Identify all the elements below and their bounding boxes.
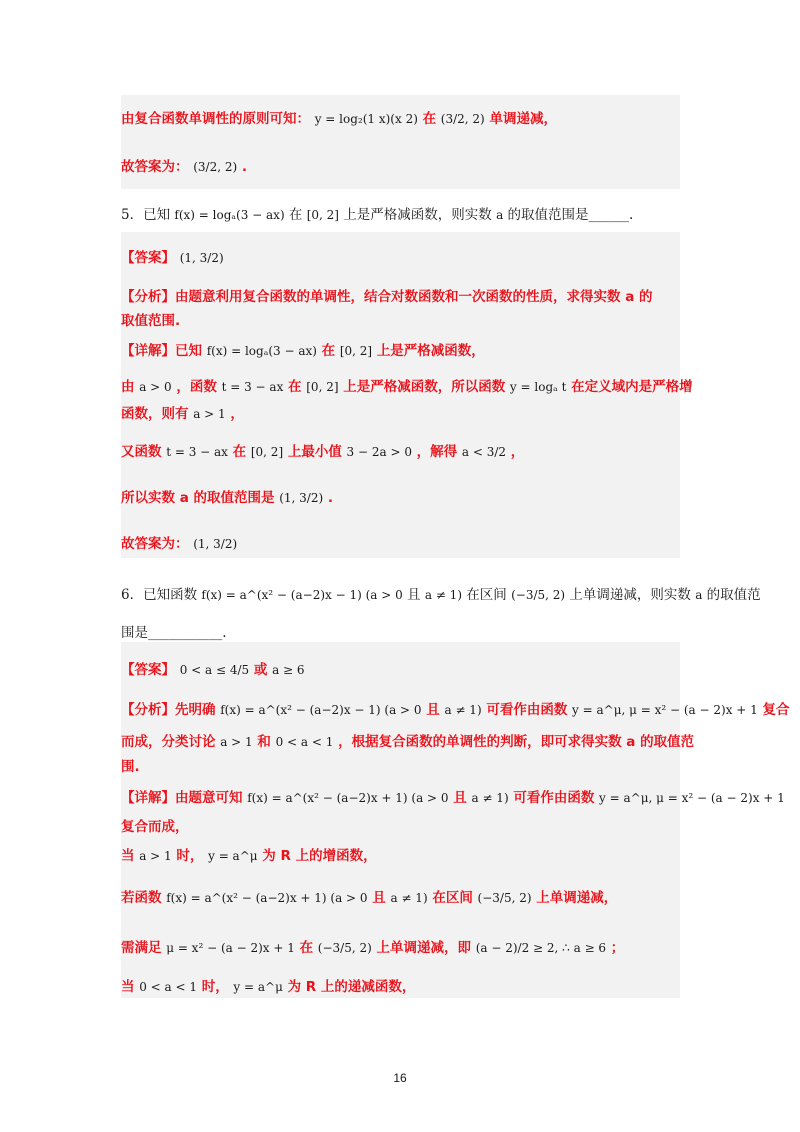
detail-line xyxy=(121,339,485,359)
math: [0, 2] xyxy=(306,208,339,222)
text: . xyxy=(241,159,247,175)
detail-line xyxy=(121,936,624,956)
text: 为 R 上的递减函数， xyxy=(287,979,416,995)
text: 上是严格减函数， xyxy=(376,343,485,359)
math: a ≠ 1) xyxy=(424,588,462,602)
math: y = logₐ t xyxy=(509,380,567,394)
math: (−3/5, 2) xyxy=(477,891,532,905)
math: 0 < a ≤ 4/5 xyxy=(179,663,250,677)
text: 【详解】由题意可知 xyxy=(121,790,243,806)
text: ，函数 xyxy=(176,379,217,395)
text: 和 xyxy=(257,734,271,750)
text: 【分析】先明确 xyxy=(121,702,216,718)
text: 为 R 上的增函数， xyxy=(262,848,377,864)
text: 在 xyxy=(288,379,302,395)
text: 可看作由函数 xyxy=(486,702,568,718)
solution-line xyxy=(121,155,247,175)
math: y = log₂(1 x)(x 2) xyxy=(314,112,418,126)
math: [0, 2] xyxy=(306,380,339,394)
math: (3/2, 2) xyxy=(440,112,485,126)
analysis-line xyxy=(121,285,653,305)
text: 上单调递减， xyxy=(536,890,618,906)
page-number: 16 xyxy=(393,1071,407,1085)
math: (3/2, 2) xyxy=(193,160,238,174)
math: (−3/5, 2) xyxy=(511,588,566,602)
detail-line xyxy=(121,375,693,395)
text: 在 xyxy=(422,111,437,127)
text: 在 xyxy=(299,940,314,956)
text: 可看作由函数 xyxy=(513,790,595,806)
text: 需满足 xyxy=(121,940,162,956)
math: 0 < a < 1 xyxy=(139,980,197,994)
solution-block-3 xyxy=(121,642,790,998)
text: 上是严格减函数，所以函数 xyxy=(343,379,506,395)
text: 单调递减， xyxy=(489,111,557,127)
analysis-line xyxy=(121,698,790,718)
text: ， xyxy=(510,444,525,460)
detail-line xyxy=(121,402,244,422)
text: 【详解】已知 xyxy=(121,343,202,359)
text: 复合 xyxy=(762,702,790,718)
text: 在区间 xyxy=(432,890,473,906)
detail-line xyxy=(121,886,617,906)
text: 围是___________. xyxy=(121,625,227,641)
analysis-line xyxy=(121,755,140,775)
math: a ≥ 6 xyxy=(272,663,305,677)
math: (1, 3/2) xyxy=(179,251,224,265)
text: . xyxy=(327,490,334,506)
text: 由 xyxy=(121,379,135,395)
question-6-line xyxy=(121,583,761,603)
math: (1, 3/2) xyxy=(193,537,238,551)
text: 而成，分类讨论 xyxy=(121,734,216,750)
text: ，解得 xyxy=(416,444,458,460)
text: ， xyxy=(230,406,244,422)
math: f(x) = a^(x² − (a−2)x − 1) (a > 0 xyxy=(220,703,422,717)
math: a xyxy=(695,588,703,602)
math: 0 < a < 1 xyxy=(275,735,334,749)
math: t = 3 − ax xyxy=(166,445,228,459)
math: (−3/5, 2) xyxy=(317,941,372,955)
math: a > 1 xyxy=(139,849,172,863)
text: 上是严格减函数，则实数 xyxy=(343,207,492,223)
text: 故答案为： xyxy=(121,159,189,175)
math: a > 0 xyxy=(139,380,172,394)
math: a xyxy=(496,208,504,222)
text: 的取值范围是______. xyxy=(507,207,634,223)
text: 时， xyxy=(176,848,204,864)
text: 当 xyxy=(121,848,135,864)
math: a > 1 xyxy=(193,407,226,421)
math: y = a^μ, μ = x² − (a − 2)x + 1 xyxy=(572,703,758,717)
text: 且 xyxy=(453,790,467,806)
text: 取值范围. xyxy=(121,313,181,329)
math: a ≠ 1) xyxy=(471,791,509,805)
text: 【答案】 xyxy=(121,662,175,678)
text: 在 xyxy=(232,444,247,460)
math: f(x) = logₐ(3 − ax) xyxy=(206,344,317,358)
math: f(x) = logₐ(3 − ax) xyxy=(174,208,285,222)
text: 且 xyxy=(372,890,386,906)
detail-line xyxy=(121,975,415,995)
math: t = 3 − ax xyxy=(221,380,284,394)
text: 围. xyxy=(121,759,140,775)
math: y = a^μ xyxy=(233,980,283,994)
math: μ = x² − (a − 2)x + 1 xyxy=(166,941,295,955)
answer-line xyxy=(121,246,224,266)
analysis-line xyxy=(121,309,180,329)
math: f(x) = a^(x² − (a−2)x + 1) (a > 0 xyxy=(166,891,368,905)
text: 6．已知函数 xyxy=(121,587,198,603)
answer-line xyxy=(121,658,305,678)
text: 5．已知 xyxy=(121,207,171,223)
math: [0, 2] xyxy=(339,344,373,358)
math: (1, 3/2) xyxy=(279,491,324,505)
text: 故答案为： xyxy=(121,536,189,552)
question-5 xyxy=(121,203,633,223)
question-6-line xyxy=(121,621,227,641)
text: 时， xyxy=(201,979,229,995)
text: 在 xyxy=(288,207,303,223)
detail-line xyxy=(121,786,785,806)
text: 在区间 xyxy=(466,587,507,603)
text: ，根据复合函数的单调性的判断，即可求得实数 a 的取值范 xyxy=(338,734,695,750)
text: 上最小值 xyxy=(287,444,342,460)
math: a < 3/2 xyxy=(461,445,507,459)
text: 在定义域内是严格增 xyxy=(571,379,693,395)
detail-line xyxy=(121,440,524,460)
math: y = a^μ xyxy=(208,849,258,863)
text: 函数，则有 xyxy=(121,406,189,422)
math: y = a^μ, μ = x² − (a − 2)x + 1 xyxy=(599,791,785,805)
text: 且 xyxy=(426,702,440,718)
text: 若函数 xyxy=(121,890,162,906)
analysis-line xyxy=(121,730,694,750)
solution-block-2 xyxy=(121,232,693,558)
math: f(x) = a^(x² − (a−2)x + 1) (a > 0 xyxy=(247,791,449,805)
detail-line xyxy=(121,815,189,835)
math: a ≠ 1) xyxy=(444,703,482,717)
detail-line xyxy=(121,486,333,506)
text: 上单调递减，即 xyxy=(376,940,471,956)
text: 又函数 xyxy=(121,444,162,460)
detail-line xyxy=(121,532,237,552)
detail-line xyxy=(121,844,377,864)
math: f(x) = a^(x² − (a−2)x − 1) (a > 0 xyxy=(201,588,403,602)
text: 或 xyxy=(253,662,268,678)
math: a > 1 xyxy=(220,735,253,749)
solution-block-1 xyxy=(121,95,680,189)
text: 所以实数 a 的取值范围是 xyxy=(121,490,275,506)
text: 的取值范 xyxy=(706,587,761,603)
math: (a − 2)/2 ≥ 2, ∴ a ≥ 6 xyxy=(475,941,607,955)
math: [0, 2] xyxy=(250,445,284,459)
text: 复合而成， xyxy=(121,819,189,835)
text: 【答案】 xyxy=(121,250,175,266)
math: a ≠ 1) xyxy=(390,891,428,905)
text: 在 xyxy=(321,343,336,359)
text: 且 xyxy=(407,587,421,603)
text: 当 xyxy=(121,979,135,995)
text: 上单调递减，则实数 xyxy=(569,587,691,603)
solution-line xyxy=(121,107,557,127)
text: 由复合函数单调性的原则可知： xyxy=(121,111,310,127)
math: 3 − 2a > 0 xyxy=(346,445,412,459)
text: ； xyxy=(610,940,625,956)
text: 【分析】由题意利用复合函数的单调性，结合对数函数和一次函数的性质，求得实数 a 的 xyxy=(121,289,653,305)
